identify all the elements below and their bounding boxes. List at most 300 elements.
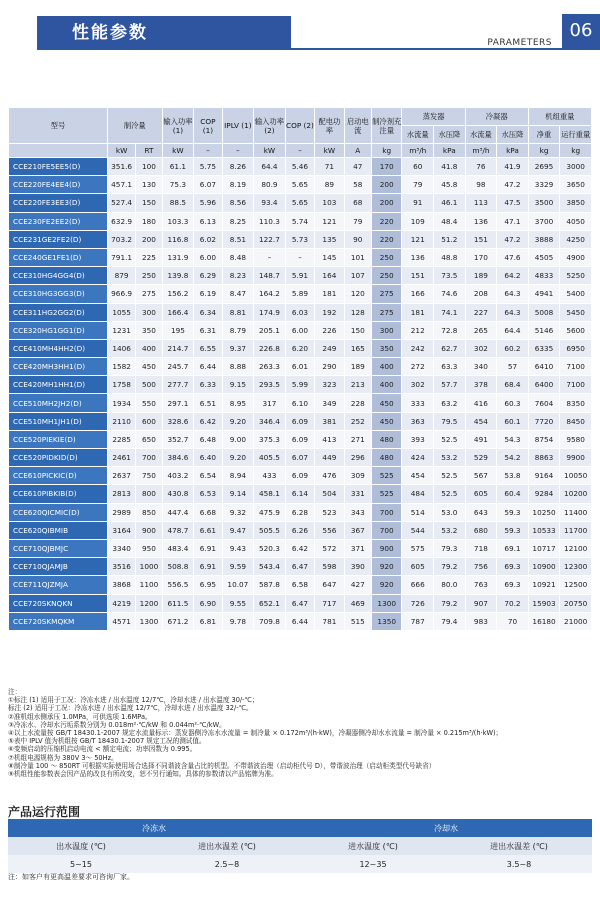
data-cell: 10921: [528, 576, 560, 594]
data-cell: 5.74: [285, 212, 314, 230]
unit-cell: m³/h: [402, 144, 434, 158]
data-cell: 170: [371, 158, 402, 176]
data-cell: 413: [315, 430, 344, 448]
data-cell: 189: [344, 358, 371, 376]
data-cell: 483.4: [162, 539, 194, 557]
data-cell: 478.7: [162, 521, 194, 539]
data-cell: 62.7: [434, 339, 466, 357]
model-cell: CCE410MH4HH2(D): [9, 339, 108, 357]
data-cell: 2813: [107, 485, 135, 503]
data-cell: 567: [465, 467, 497, 485]
data-cell: 378: [465, 376, 497, 394]
data-cell: 2461: [107, 449, 135, 467]
data-cell: 350: [136, 321, 162, 339]
data-cell: 763: [465, 576, 497, 594]
data-cell: 8.56: [222, 194, 254, 212]
data-cell: 10200: [560, 485, 592, 503]
data-cell: 7100: [560, 358, 592, 376]
data-cell: 900: [136, 521, 162, 539]
data-cell: 10050: [560, 467, 592, 485]
data-cell: 400: [371, 376, 402, 394]
table-row: [9, 612, 592, 630]
data-cell: 59.3: [497, 503, 529, 521]
data-cell: 3329: [528, 176, 560, 194]
data-cell: 6.42: [194, 412, 222, 430]
data-cell: 131.9: [162, 248, 194, 266]
data-cell: 165: [344, 339, 371, 357]
data-cell: 8754: [528, 430, 560, 448]
data-cell: 64.4: [254, 158, 286, 176]
data-cell: 148.7: [254, 267, 286, 285]
table-row: [9, 503, 592, 521]
data-cell: 5.65: [285, 176, 314, 194]
data-cell: 9900: [560, 449, 592, 467]
data-cell: 10717: [528, 539, 560, 557]
data-cell: 296: [344, 449, 371, 467]
data-cell: 450: [371, 412, 402, 430]
data-cell: 349: [315, 394, 344, 412]
data-cell: 1100: [136, 576, 162, 594]
data-cell: 523: [315, 503, 344, 521]
data-cell: 527.4: [107, 194, 135, 212]
data-cell: 480: [371, 449, 402, 467]
data-cell: 363: [402, 412, 434, 430]
data-cell: 70.2: [497, 594, 529, 612]
model-cell: CCE230FE2EE2(D): [9, 212, 108, 230]
data-cell: 8.51: [222, 230, 254, 248]
data-cell: 556.5: [162, 576, 194, 594]
data-cell: 500: [136, 376, 162, 394]
data-cell: 79.2: [434, 594, 466, 612]
data-cell: 8450: [560, 412, 592, 430]
data-cell: 16180: [528, 612, 560, 630]
data-cell: 136: [402, 248, 434, 266]
data-cell: 6.07: [194, 176, 222, 194]
data-cell: 433: [254, 467, 286, 485]
unit-cell: m³/h: [465, 144, 497, 158]
table-row: [9, 394, 592, 412]
data-cell: 504: [315, 485, 344, 503]
data-cell: 1000: [136, 558, 162, 576]
data-cell: 447.4: [162, 503, 194, 521]
data-cell: 7604: [528, 394, 560, 412]
data-cell: 647: [315, 576, 344, 594]
table-row: [9, 594, 592, 612]
data-cell: 791.1: [107, 248, 135, 266]
model-cell: CCE310HG4GG4(D): [9, 267, 108, 285]
data-cell: –: [285, 248, 314, 266]
data-cell: 69.3: [497, 576, 529, 594]
data-cell: 93.4: [254, 194, 286, 212]
range-chilled-diff-value: 2.5~8: [154, 855, 300, 873]
data-cell: 145: [315, 248, 344, 266]
col-power2: 输入功率 (2): [254, 108, 286, 144]
data-cell: 515: [344, 612, 371, 630]
data-cell: 54.3: [497, 430, 529, 448]
model-cell: CCE520PIEKIE(D): [9, 430, 108, 448]
model-cell: CCE420MH1HH1(D): [9, 376, 108, 394]
range-chilled-outlet-value: 5~15: [8, 855, 154, 873]
data-cell: 121: [315, 212, 344, 230]
data-cell: 3700: [528, 212, 560, 230]
table-row: [9, 321, 592, 339]
data-cell: 983: [465, 612, 497, 630]
data-cell: 6.10: [285, 394, 314, 412]
data-cell: 205.1: [254, 321, 286, 339]
data-cell: –: [254, 248, 286, 266]
data-cell: 6.09: [285, 412, 314, 430]
data-cell: 6.09: [285, 430, 314, 448]
data-cell: 6.48: [194, 430, 222, 448]
data-cell: 76: [465, 158, 497, 176]
data-cell: 11400: [560, 503, 592, 521]
data-cell: 151: [465, 230, 497, 248]
data-cell: 181: [402, 303, 434, 321]
data-cell: 950: [136, 539, 162, 557]
model-cell: CCE520PIDKID(D): [9, 449, 108, 467]
col-unit-weight: 机组重量: [528, 108, 591, 126]
data-cell: 879: [107, 267, 135, 285]
data-cell: 64.2: [497, 267, 529, 285]
data-cell: 250: [371, 248, 402, 266]
data-cell: 70: [497, 612, 529, 630]
data-cell: 1350: [371, 612, 402, 630]
data-cell: 529: [465, 449, 497, 467]
data-cell: 476: [315, 467, 344, 485]
data-cell: 6.51: [194, 394, 222, 412]
data-cell: 514: [402, 503, 434, 521]
data-cell: 103.3: [162, 212, 194, 230]
data-cell: 213: [344, 376, 371, 394]
data-cell: 6.29: [194, 267, 222, 285]
unit-cell: kg: [528, 144, 560, 158]
data-cell: 293.5: [254, 376, 286, 394]
model-cell: CCE510MH1JH1(D): [9, 412, 108, 430]
data-cell: 8.47: [222, 285, 254, 303]
data-cell: 484: [402, 485, 434, 503]
data-cell: 48.8: [434, 248, 466, 266]
data-cell: 8.19: [222, 176, 254, 194]
data-cell: 652.1: [254, 594, 286, 612]
data-cell: 200: [371, 194, 402, 212]
data-cell: 2695: [528, 158, 560, 176]
table-row: [9, 485, 592, 503]
data-cell: 110.3: [254, 212, 286, 230]
data-cell: 225: [136, 248, 162, 266]
data-cell: 309: [344, 467, 371, 485]
data-cell: 100: [136, 158, 162, 176]
data-cell: 277.7: [162, 376, 194, 394]
data-cell: 5450: [560, 303, 592, 321]
data-cell: 403.2: [162, 467, 194, 485]
data-cell: 3500: [528, 194, 560, 212]
data-cell: 79: [402, 176, 434, 194]
data-cell: 6.58: [285, 576, 314, 594]
data-cell: 6.44: [194, 358, 222, 376]
data-cell: 611.5: [162, 594, 194, 612]
data-cell: 52.5: [434, 485, 466, 503]
data-cell: 53.8: [497, 467, 529, 485]
data-cell: 68.4: [497, 376, 529, 394]
data-cell: 352.7: [162, 430, 194, 448]
col-net-weight: 净重: [528, 126, 560, 144]
data-cell: 5400: [560, 285, 592, 303]
data-cell: 920: [371, 576, 402, 594]
data-cell: 116.8: [162, 230, 194, 248]
data-cell: 6.54: [194, 467, 222, 485]
data-cell: 9580: [560, 430, 592, 448]
range-table: [8, 819, 592, 873]
data-cell: 450: [136, 358, 162, 376]
data-cell: 200: [136, 230, 162, 248]
data-cell: 2637: [107, 467, 135, 485]
data-cell: 275: [371, 285, 402, 303]
data-cell: 275: [371, 303, 402, 321]
note-line: ①标注 (1) 适用于工况：冷冻水进 / 出水温度 12/7℃，冷却水进 / 出水温度 30/-℃；: [8, 696, 259, 705]
col-cop1: COP (1): [194, 108, 222, 144]
data-cell: 7720: [528, 412, 560, 430]
data-cell: 60.4: [497, 485, 529, 503]
data-cell: 5.96: [194, 194, 222, 212]
table-row: [9, 158, 592, 176]
data-cell: 1582: [107, 358, 135, 376]
data-cell: 6.90: [194, 594, 222, 612]
data-cell: 458.1: [254, 485, 286, 503]
data-cell: 600: [136, 412, 162, 430]
range-chilled-header: 冷冻水: [8, 819, 300, 837]
data-cell: 427: [344, 576, 371, 594]
table-row: [9, 449, 592, 467]
model-cell: CCE510MH2JH2(D): [9, 394, 108, 412]
data-cell: 449: [315, 449, 344, 467]
data-cell: 680: [465, 521, 497, 539]
data-cell: 12100: [560, 539, 592, 557]
data-cell: 475.9: [254, 503, 286, 521]
data-cell: 59.3: [497, 521, 529, 539]
data-cell: 9.78: [222, 612, 254, 630]
data-cell: 60.3: [497, 394, 529, 412]
data-cell: 8.88: [222, 358, 254, 376]
data-cell: 3888: [528, 230, 560, 248]
data-cell: 643: [465, 503, 497, 521]
data-cell: 424: [402, 449, 434, 467]
data-cell: 54.2: [497, 449, 529, 467]
data-cell: 63.3: [434, 358, 466, 376]
data-cell: 12300: [560, 558, 592, 576]
data-cell: 6.55: [194, 339, 222, 357]
data-cell: 605: [402, 558, 434, 576]
data-cell: 61.1: [162, 158, 194, 176]
col-cop2: COP (2): [285, 108, 314, 144]
data-cell: 650: [136, 430, 162, 448]
col-start-current: 启动电流: [344, 108, 371, 144]
model-cell: CCE620QICMIC(D): [9, 503, 108, 521]
data-cell: 73.5: [434, 267, 466, 285]
data-cell: 57.7: [434, 376, 466, 394]
data-cell: 79.4: [434, 612, 466, 630]
col-iplv: IPLV (1): [222, 108, 254, 144]
table-row: [9, 194, 592, 212]
data-cell: 6.47: [285, 594, 314, 612]
data-cell: 21000: [560, 612, 592, 630]
data-cell: 8.48: [222, 248, 254, 266]
unit-cell: kW: [162, 144, 194, 158]
data-cell: 2989: [107, 503, 135, 521]
data-cell: 1406: [107, 339, 135, 357]
data-cell: 6.81: [194, 612, 222, 630]
data-cell: 47.2: [497, 176, 529, 194]
data-cell: 8.79: [222, 321, 254, 339]
units-blank: [9, 144, 108, 158]
data-cell: 11700: [560, 521, 592, 539]
data-cell: 272: [402, 358, 434, 376]
data-cell: 164.2: [254, 285, 286, 303]
data-cell: 8.26: [222, 158, 254, 176]
data-cell: 192: [315, 303, 344, 321]
data-cell: 300: [136, 303, 162, 321]
header-rule: [37, 48, 600, 50]
model-cell: CCE231GE2FE2(D): [9, 230, 108, 248]
range-note: 注：如客户有更高温差要求可咨询厂家。: [8, 873, 134, 881]
data-cell: 63.2: [434, 394, 466, 412]
data-cell: 6.20: [285, 339, 314, 357]
col-refrigerant: 制冷剂充注量: [371, 108, 402, 144]
data-cell: 6.26: [285, 521, 314, 539]
data-cell: 405.5: [254, 449, 286, 467]
data-cell: 252: [344, 412, 371, 430]
data-cell: 491: [465, 430, 497, 448]
model-cell: CCE610PIBKIB(D): [9, 485, 108, 503]
model-cell: CCE320HG1GG1(D): [9, 321, 108, 339]
data-cell: 48.4: [434, 212, 466, 230]
data-cell: 9.55: [222, 594, 254, 612]
unit-cell: kW: [254, 144, 286, 158]
data-cell: 103: [315, 194, 344, 212]
data-cell: 302: [465, 339, 497, 357]
data-cell: 750: [136, 467, 162, 485]
range-cooling-diff-value: 3.5~8: [446, 855, 592, 873]
data-cell: 5.65: [285, 194, 314, 212]
table-row: [9, 521, 592, 539]
range-cooling-header: 冷却水: [300, 819, 592, 837]
data-cell: 47: [344, 158, 371, 176]
data-cell: 64.4: [497, 321, 529, 339]
range-chilled-diff-label: 进出水温差 (℃): [154, 837, 300, 855]
model-cell: CCE720SKNQKN: [9, 594, 108, 612]
data-cell: 214.7: [162, 339, 194, 357]
data-cell: 5250: [560, 267, 592, 285]
note-line: ②准机组水侧承压 1.0MPa，可供选项 1.6MPa。: [8, 712, 152, 721]
data-cell: 343: [344, 503, 371, 521]
data-cell: 64.3: [497, 285, 529, 303]
data-cell: 480: [371, 430, 402, 448]
data-cell: 60.1: [497, 412, 529, 430]
data-cell: 164: [315, 267, 344, 285]
col-power1: 输入功率 (1): [162, 108, 194, 144]
data-cell: 220: [371, 230, 402, 248]
model-cell: CCE720SKMQKM: [9, 612, 108, 630]
data-cell: 469: [344, 594, 371, 612]
data-cell: 4250: [560, 230, 592, 248]
data-cell: 6.61: [194, 521, 222, 539]
data-cell: 450: [371, 394, 402, 412]
data-cell: 375.3: [254, 430, 286, 448]
units-row: [9, 144, 592, 158]
data-cell: 5.73: [285, 230, 314, 248]
data-cell: 45.8: [434, 176, 466, 194]
col-cooling: 制冷量: [107, 108, 162, 144]
data-cell: 6400: [528, 376, 560, 394]
data-cell: 3650: [560, 176, 592, 194]
data-cell: 6.00: [285, 321, 314, 339]
data-cell: 52.5: [434, 467, 466, 485]
data-cell: 8350: [560, 394, 592, 412]
data-cell: 47.6: [497, 248, 529, 266]
data-cell: 130: [136, 176, 162, 194]
data-cell: 69.1: [497, 539, 529, 557]
note-line: ④以上水流量按 GB/T 18430.1-2007 规定水流量标示：蒸发器侧冷冻水水流量 = 制冷量 × 0.172m³/(h·kW)，冷凝器侧冷却水水流量 = 制冷量 × 0.215m³/(h·kW)；: [8, 729, 503, 738]
range-cooling-inlet-label: 进水温度 (℃): [300, 837, 446, 855]
data-cell: 3340: [107, 539, 135, 557]
data-cell: 381: [315, 412, 344, 430]
data-cell: 290: [315, 358, 344, 376]
table-row: [9, 358, 592, 376]
data-cell: 550: [136, 394, 162, 412]
data-cell: 6.02: [194, 230, 222, 248]
data-cell: 151: [402, 267, 434, 285]
data-cell: 4571: [107, 612, 135, 630]
data-cell: 6.91: [194, 539, 222, 557]
col-condenser: 冷凝器: [465, 108, 528, 126]
data-cell: 9.37: [222, 339, 254, 357]
data-cell: 156.2: [162, 285, 194, 303]
data-cell: 1231: [107, 321, 135, 339]
note-line: ⑥变频启动的压缩机启动电流 < 额定电流；功率因数为 0.995。: [8, 745, 197, 754]
data-cell: 6.28: [285, 503, 314, 521]
data-cell: 556: [315, 521, 344, 539]
data-cell: 525: [371, 485, 402, 503]
data-cell: 135: [315, 230, 344, 248]
data-cell: 20750: [560, 594, 592, 612]
data-cell: 41.8: [434, 158, 466, 176]
data-cell: 6335: [528, 339, 560, 357]
data-cell: 4833: [528, 267, 560, 285]
data-cell: 6950: [560, 339, 592, 357]
data-cell: 787: [402, 612, 434, 630]
data-cell: 226.8: [254, 339, 286, 357]
data-cell: 181: [315, 285, 344, 303]
data-cell: 1300: [136, 612, 162, 630]
data-cell: 9.14: [222, 485, 254, 503]
data-cell: 350: [371, 339, 402, 357]
data-cell: 1934: [107, 394, 135, 412]
notes-label: 注：: [8, 688, 22, 696]
data-cell: 9164: [528, 467, 560, 485]
data-cell: 52.5: [434, 430, 466, 448]
unit-cell: kg: [560, 144, 592, 158]
data-cell: 101: [344, 248, 371, 266]
table-row: [9, 339, 592, 357]
data-cell: 297.1: [162, 394, 194, 412]
unit-cell: –: [194, 144, 222, 158]
data-cell: 139.8: [162, 267, 194, 285]
data-cell: 598: [315, 558, 344, 576]
data-cell: 966.9: [107, 285, 135, 303]
data-cell: 416: [465, 394, 497, 412]
data-cell: 400: [136, 339, 162, 357]
data-cell: 6.09: [285, 467, 314, 485]
data-cell: 1055: [107, 303, 135, 321]
